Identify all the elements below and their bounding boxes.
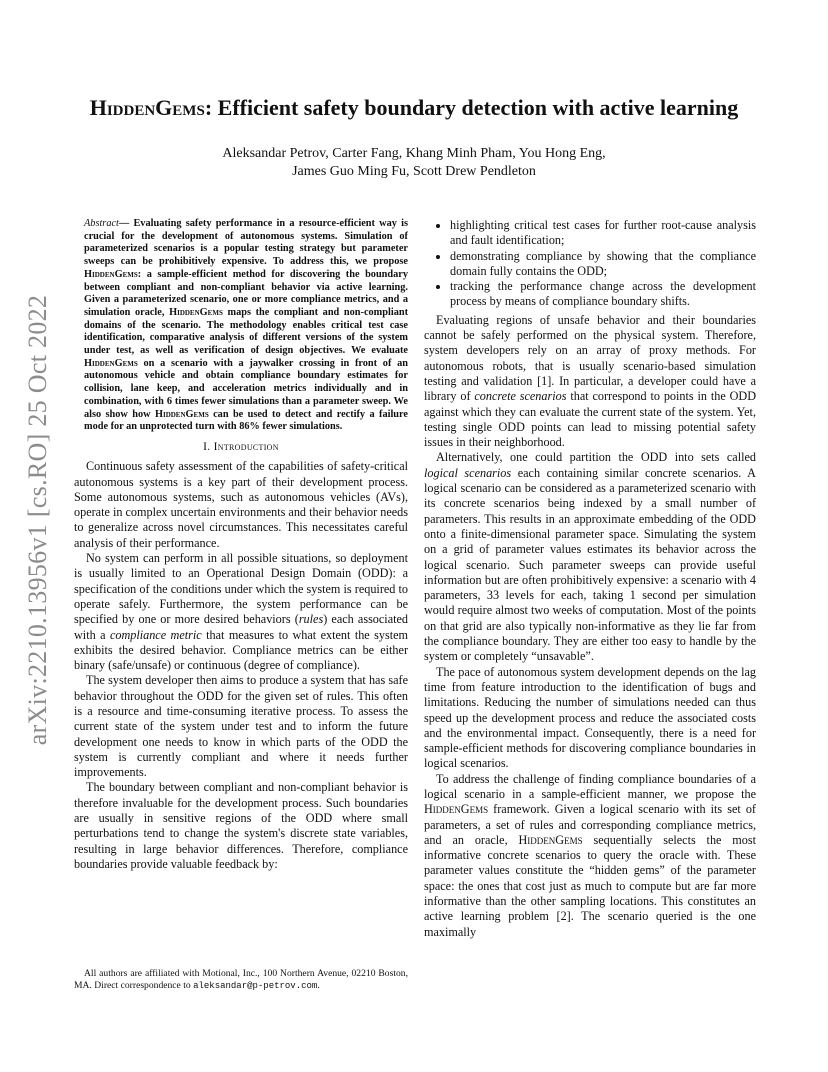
- author-line-1: Aleksandar Petrov, Carter Fang, Khang Minh Pham, You Hong Eng,: [222, 146, 606, 161]
- right-p4-text-c: sequentially selects the most informative concrete scenarios to query the oracle with. These parameter values constitute the “hidden gems” of the parameter space: the ones that cost just as much to compute but are far more informative than the other sampling locations. This constitutes an active learning problem [2]. The scenario queried is the one maximally: [424, 832, 757, 939]
- author-list: [150, 145, 678, 181]
- intro-p2-text-c: that measures to what extent the system exhibits the desired behavior. Compliance metrics can be either binary (safe/unsafe) or continuous (degree of compliance).: [74, 627, 408, 673]
- author-line-2: James Guo Ming Fu, Scott Drew Pendleton: [292, 164, 536, 179]
- abstract-text-2: : a sample-efficient method for discovering the boundary between compliant and non-compliant behavior via active learning. Given a parameterized scenario, one or more compliance metrics, and a simulation oracle,: [84, 268, 408, 318]
- right-p2-text-a: Alternatively, one could partition the ODD into sets called: [436, 450, 756, 465]
- right-paragraph-2: [424, 450, 756, 664]
- footnote-end: .: [317, 980, 320, 991]
- abstract-text-3: maps the compliant and non-compliant domains of the scenario. The methodology enables critical test case identification, comparative analysis of different versions of the system under test, as well as verification of design objectives. We evaluate: [84, 306, 408, 357]
- abstract-text-4: on a scenario with a jaywalker crossing in front of an autonomous vehicle and obtain compliance boundary estimates for collision, lane keep, and acceleration metrics individually and in combination, with 6 times fewer simulations than a parameter sweep. We also show how: [84, 357, 408, 420]
- abstract-method-name-1: HiddenGems: [84, 268, 138, 280]
- abstract-text-5: can be used to detect and rectify a failure mode for an unprotected turn with 86% fewer simulations.: [84, 408, 408, 433]
- intro-paragraph-4: The boundary between compliant and non-compliant behavior is therefore invaluable for the development process. Such boundaries are usually in sensitive regions of the ODD where small perturbations tend to change the system's discrete state variables, resulting in large behavior differences. Therefore, compliance boundaries provide valuable feedback by:: [74, 780, 408, 871]
- right-paragraph-1: [424, 313, 756, 451]
- abstract-text-1: Evaluating safety performance in a resource-efficient way is crucial for the development of autonomous systems. Simulation of parameterized scenarios is a popular testing strategy but parameter sweeps can be prohibitively expensive. To address this, we propose: [84, 218, 409, 268]
- abstract: [84, 218, 408, 434]
- right-p1-text-b: that correspond to points in the ODD against which they can evaluate the current state of the system. Yet, testing single ODD points can lead to missing potential safety issues in their neighborhood.: [424, 389, 757, 450]
- intro-paragraph-3: The system developer then aims to produce a system that has safe behavior throughout the ODD for the given set of rules. This often is a resource and time-consuming iterative process. To assess the current state of the system under test and to inform the future development one needs to know in which parts of the ODD the system is currently compliant and where it needs further improvements.: [74, 673, 408, 780]
- bullet-item: • demonstrating compliance by showing that the compliance domain fully contains the ODD;: [450, 249, 756, 280]
- intro-paragraph-2: [74, 551, 408, 673]
- abstract-dash: —: [118, 218, 134, 229]
- arxiv-identifier: arXiv:2210.13956v1 [cs.RO] 25 Oct 2022: [23, 294, 52, 746]
- right-p4-method-name-1: HiddenGems: [424, 802, 489, 817]
- title-method-name: HiddenGems: [89, 95, 205, 120]
- footnote-text: All authors are affiliated with Motional, Inc., 100 Northern Avenue, 02210 Boston, MA. Direct correspondence to: [74, 968, 408, 991]
- left-column: [74, 218, 408, 872]
- bullet-item: • highlighting critical test cases for further root-cause analysis and fault identification;: [450, 218, 756, 249]
- title-text: Efficient safety boundary detection with active learning: [217, 95, 739, 120]
- right-paragraph-4: [424, 772, 756, 940]
- abstract-method-name-4: HiddenGems: [154, 408, 209, 420]
- footnote-email: aleksandar@p-petrov.com: [193, 981, 318, 991]
- intro-p2-text-a: No system can perform in all possible situations, so deployment is usually limited to an Operational Design Domain (ODD): a specification of the conditions under which the system is required to operate safely. Furthermore, the system performance can be specified by one or more desired behaviors (: [74, 551, 408, 627]
- abstract-label: Abstract: [84, 218, 119, 229]
- footnote: [74, 968, 408, 992]
- intro-p2-term-metric: compliance metric: [109, 627, 202, 642]
- intro-paragraph-1: Continuous safety assessment of the capabilities of safety-critical autonomous systems is a key part of their development process. Some autonomous systems, such as autonomous vehicles (AVs), operate in complex uncertain environments and their behavior needs to generalize across novel circumstances. This necessitates careful analysis of their performance.: [74, 459, 408, 550]
- bullet-item: • tracking the performance change across the development process by means of compliance boundary shifts.: [450, 279, 756, 310]
- right-p2-text-b: each containing similar concrete scenarios. A logical scenario can be considered as a parameterized scenario with its concrete scenarios being indexed by a small number of parameters. This results in an approximate embedding of the ODD onto a finite-dimensional parameter space. Simulating the system on a grid of parameter values estimates its behavior across the logical scenario. Such parameter sweeps can provide useful information but are often prohibitively expensive: a scenario with 4 parameters, 33 levels for each, taking 1 second per simulation would require almost two weeks of computation. Most of the points on that grid are also typically non-informative as they lie far from the compliance boundary. They are either too easy to handle by the system or completely “unsavable”.: [424, 465, 756, 664]
- right-p4-text-a: To address the challenge of finding compliance boundaries of a logical scenario in a sample-efficient manner, we propose the: [424, 771, 756, 801]
- abstract-method-name-2: HiddenGems: [169, 306, 223, 318]
- right-p4-method-name-2: HiddenGems: [518, 832, 583, 847]
- right-p2-term-logical: logical scenarios: [424, 465, 512, 480]
- right-p1-term-concrete: concrete scenarios: [474, 389, 567, 404]
- section-heading-introduction: I. Introduction: [203, 440, 279, 453]
- intro-p2-term-rules: rules: [298, 612, 324, 627]
- right-column: [424, 218, 756, 940]
- abstract-method-name-3: HiddenGems: [84, 357, 138, 369]
- right-p1-text-a: Evaluating regions of unsafe behavior and their boundaries cannot be safely performed on the physical system. Therefore, system developers rely on an array of proxy methods. For autonomous robots, that is usually scenario-based simulation testing and validation [1]. In particular, a developer could have a library of: [424, 312, 756, 404]
- bullet-list: [424, 218, 756, 310]
- right-p4-text-b: framework. Given a logical scenario with its set of parameters, a set of rules and corresponding compliance metrics, and an oracle,: [424, 802, 756, 847]
- arxiv-identifier-sidebar: [18, 290, 58, 750]
- right-paragraph-3: The pace of autonomous system development depends on the lag time from feature introduction to the identification of bugs and limitations. Reducing the number of simulations needed can thus speed up the development process and reduce the associated costs and the environmental impact. Consequently, there is a need for sample-efficient methods for discovering compliance boundaries in logical scenarios.: [424, 664, 756, 771]
- intro-p2-text-b: ) each associated with a: [74, 612, 408, 642]
- paper-title: HiddenGems: Efficient safety boundary detection with active learning: [89, 95, 739, 120]
